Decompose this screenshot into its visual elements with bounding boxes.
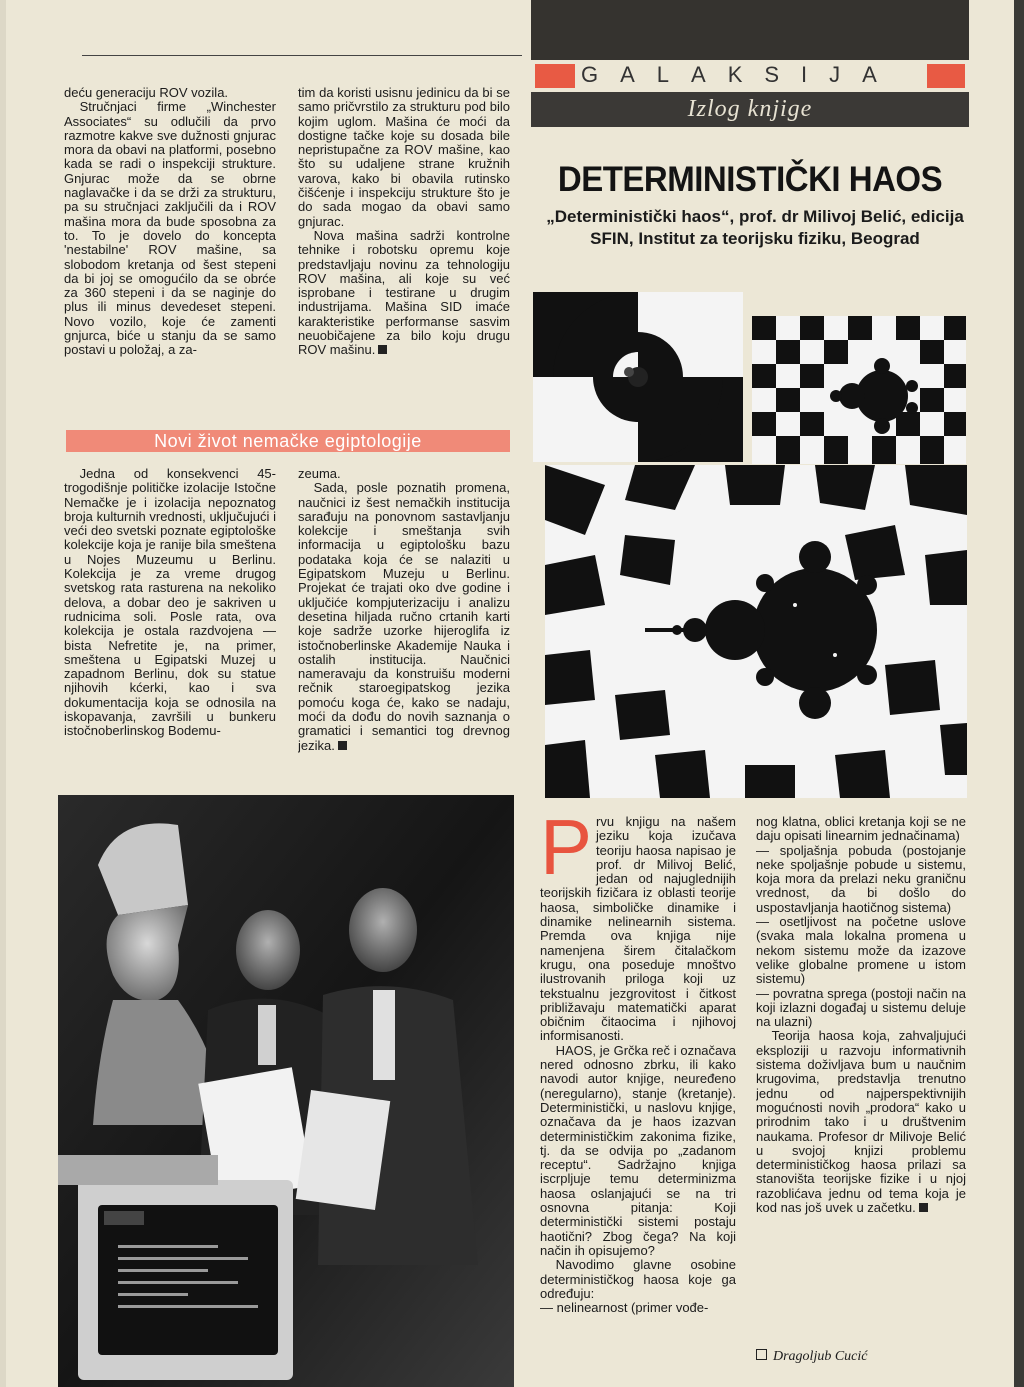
- paragraph: Teorija haosa koja, zahvaljujući eksploziji u razvoju informativnih sistema doživljava bum u naučnim krugovima, predstavlja trenutno jednu od najperspektivnijih mogućnosti novih „prodora“ kako u prirodnim tako i u društvenim naukama. Profesor dr Milivoje Belić u svojoj knjizi problemu determinističkog haosa prilazi sa stanovišta teorijske fizike i u njoj razoblićava jednu od tema koja je kod nas još uvek u začetku.: [756, 1028, 966, 1216]
- fractal-mandelbrot-image: [545, 465, 967, 798]
- author-name: Dragoljub Cucić: [773, 1349, 868, 1364]
- egyptology-column-2: [298, 467, 510, 797]
- banner-accent-left: [535, 64, 575, 88]
- paragraph: HAOS, je Grčka reč i označava nered odnosno zbrku, ili kako navodi autor knjige, neuređeno (neregularno), stanje (kretanje). Deterministički, u naslovu knjige, označava da je haos izazvan determinističkim zakonima fizike, tj. da se odvija po „zadanom receptu“. Sadržajno knjiga iscrpljuje temu determinizma haosa oslanjajući se na tri osnovna pitanja: Koji deterministički sistemi postaju haotični? Zbog čega? Na koji način ih opisujemo?: [540, 1042, 736, 1258]
- paragraph: nog klatna, oblici kretanja koji se ne daju opisati linearnim jednačinama): [756, 815, 966, 844]
- byline: [756, 1349, 966, 1365]
- fractal-image-1: [533, 292, 743, 462]
- egyptology-title: Novi život nemačke egiptologije: [66, 430, 510, 452]
- top-rule: [82, 55, 522, 56]
- page-edge: [1014, 0, 1024, 1387]
- nefertiti-photo: [58, 795, 514, 1387]
- paragraph: Sada, posle poznatih promena, naučnici iz šest nemačkih institucija sarađuju na ponovnom sastavljanju kolekcije i smeštanja svih informacija u egiptološku bazu podataka koja će se nalaziti u Egipatskom Muzeju u Berlinu. Projekat će trajati oko dve godine i uključiće kompjuterizaciju i analizu desetina hiljada ručno crtanih karti koje sadrže uzorke hijeroglifa iz istočnoberlinske Akademije Nauka i ostalih institucija. Naučnici nameravaju da konstruišu moderni rečnik staroegipatskog jezika pomoću koga će, kako se nadaju, moći da dođu do novih saznanja o gramatici i semantici tog drevnog jezika.: [298, 480, 510, 753]
- review-column-1: [540, 815, 736, 1367]
- drop-cap: P: [540, 815, 593, 891]
- square-icon: [756, 1349, 767, 1360]
- paragraph: deću generaciju ROV vozila.: [64, 86, 229, 100]
- paragraph: tim da koristi usisnu jedinicu da bi se samo pričvrstilo za strukturu pod bilo kojim uglom. Mašina će moći da dostigne tačke koje su dosada bile nepristupačne za ROV mašine, kao što su udaljene strane kružnih varova, kako bi obavila rutinsko čišćenje i inspekciju strukture što je do sada mogao da obavi samo gnjurac.: [298, 86, 510, 229]
- paragraph: — osetljivost na početne uslove (svaka mala lokalna promena u nekom sistemu može da izazove velike globalne promene u istom sistemu): [756, 914, 966, 987]
- paragraph: Nova mašina sadrži kontrolne tehnike i robotsku opremu koje predstavljaju novinu za tehnologiju ROV mašina, ali koje su već isprobane i testirane u drugim industrijama. Mašina SID imaće karakteristike performanse sasvim neuobičajene za bilo koju drugu ROV mašinu.: [298, 227, 510, 358]
- paragraph: Stručnjaci firme „Winchester Associates“ su odlučili da prvo razmotre kakve sve dužnosti gnjurac mora da obavi na platformi, posebno kada se radi o inspekciji strukture. Gnjurac može da se obrne naglavačke i da se drži za strukturu, pa su stručnjaci zaključili da i ROV mašina mora da bude sposobna za to. To je dovelo do koncepta 'nestabilne' ROV mašine, sa slobodom kretanja od šest stepeni da bi joj se omogućilo da se obrće za 360 stepeni i da se naginje do plus ili minus devedeset stepeni. Novo vozilo, koje će zamenti gnjurca, biće u stanju da se samo postavi u položaj, a za-: [64, 99, 276, 358]
- end-mark-icon: [338, 741, 347, 750]
- paragraph: Jedna od konsekvenci 45-trogodišnje političke izolacije Istočne Nemačke je i izolacija nepoznatog broja kulturnih vrednosti, uključujući i veći deo svetski poznate egiptološke kolekcije koja je ranije bila smeštena u Nojes Muzeumu u Berlinu. Kolekcija je za vreme drugog svetskog rata rasturena na nekoliko delova, a dobar deo je sakriven u rudnicima soli. Posle rata, ova kolekcija je ostala razdvojena — bista Nefretite je, na primer, smeštena u Egipatski Muzej u zapadnom Berlinu, dok su statue njihovih kćerki, kao i sva dokumentacija koja se odnosila na iskopavanja, završili u bunkeru istočnoberlinskog Bodemu-: [64, 467, 276, 739]
- section-name: GALAKSIJA: [581, 62, 899, 87]
- paragraph: — spoljašnja pobuda (postojanje neke spoljašnje pobude u sistemu, koja mora da prelazi neku graničnu vrednost, da bi došlo do uspostavljanja haotičnog sistema): [756, 842, 966, 915]
- paragraph: Navodimo glavne osobine determinističkog haosa koje ga određuju:: [540, 1257, 736, 1301]
- review-column-2: [756, 815, 966, 1290]
- review-headline: DETERMINISTIČKI HAOS: [557, 158, 943, 199]
- rov-article-column-2: [298, 86, 510, 386]
- egyptology-column-1: [64, 467, 276, 797]
- banner-accent-right: [927, 64, 965, 88]
- column-title: Izlog knjige: [531, 92, 969, 127]
- section-banner: [531, 60, 969, 90]
- end-mark-icon: [919, 1203, 928, 1212]
- fractal-image-2: [752, 316, 966, 464]
- paragraph: — nelinearnost (primer vođe-: [540, 1300, 709, 1316]
- paragraph: zeuma.: [298, 467, 341, 481]
- paragraph: Prvu knjigu na našem jeziku koja izučava teoriju haosa napisao je prof. dr Milivoj Belić, jedan od najuglednijih teorijskih fizičara iz oblasti teorije haosa, simboličke dinamike i dinamike nelinearnih sistema. Premda ova knjiga nije namenjena širem čitalačkom krugu, ona poseduje mnoštvo ilustrovanih priloga koji uz tekstualnu jezgrovitost i čitkost približavaju matematički aparat običnim čitaocima i njihovoj informisanosti.: [540, 815, 736, 1044]
- end-mark-icon: [378, 345, 387, 354]
- review-subhead: „Deterministički haos“, prof. dr Milivoj Belić, edicija SFIN, Institut za teorijsku fiziku, Beograd: [546, 207, 964, 248]
- header-dark-band: [531, 0, 969, 60]
- rov-article-column-1: [64, 86, 276, 398]
- paragraph: — povratna sprega (postoji način na koji izlazni događaj u sistemu deluje na ulazni): [756, 985, 966, 1030]
